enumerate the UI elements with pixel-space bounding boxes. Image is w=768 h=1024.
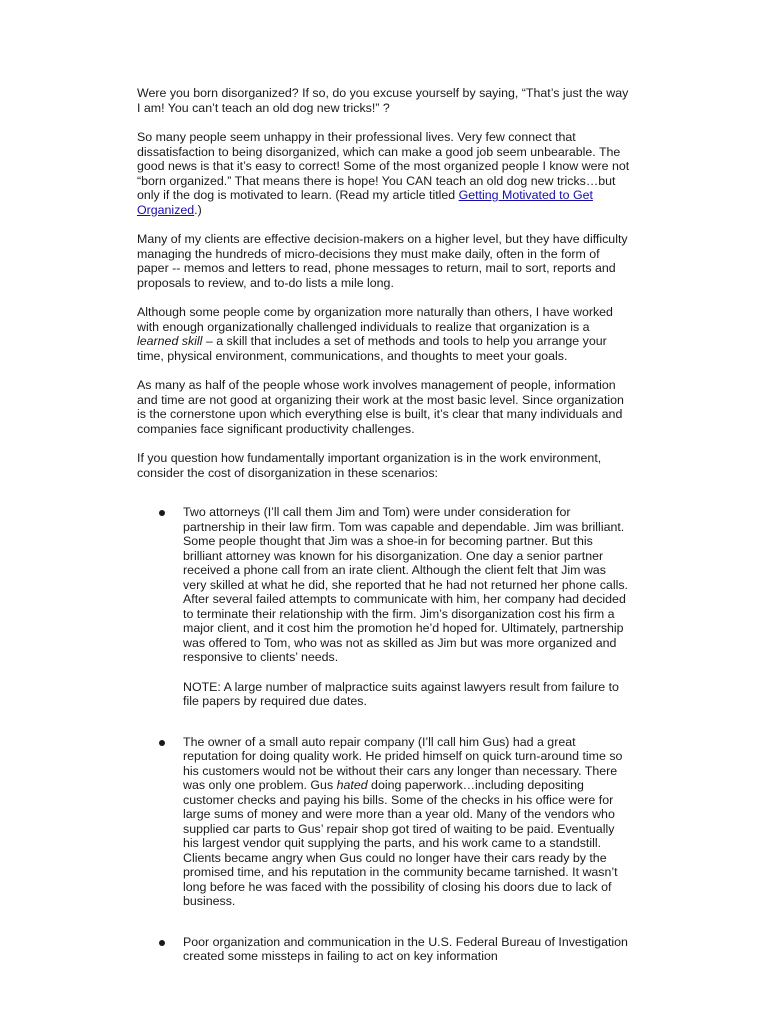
half-of-people-text: As many as half of the people whose work involves management of people, information and time are not good at organizing their work at the most basic level. Since organization is the cornerstone upon which everything else is built, it’s clear that many individuals and companies face significant productivity challenges. xyxy=(137,378,624,436)
learned-skill-emphasis: learned skill xyxy=(137,334,203,348)
malpractice-note: NOTE: A large number of malpractice suits against lawyers result from failure to file papers by required due dates. xyxy=(183,679,619,708)
bullet-icon xyxy=(159,940,165,946)
bullet-icon xyxy=(159,510,165,516)
auto-repair-text: The owner of a small auto repair company (I’ll call him Gus) had a great reputation for doing quality work. He prided himself on quick turn-around time so his customers would not be without their cars any longer than necessary. There was only one problem. Gus xyxy=(183,734,623,792)
auto-repair-text-end: doing paperwork…including depositing customer checks and paying his bills. Some of the checks in his office were for large sums of money and were more than a year old. Many of the vendors who supplied car parts to Gus’ repair shop got tired of waiting to be paid. Eventually his largest vendor quit supplying the parts, and his work came to a standstill. Clients became angry when Gus could no longer have their cars ready by the promised time, and his reputation in the community became tarnished. It wasn’t long before he was faced with the possibility of closing his doors due to lack of business. xyxy=(183,778,618,908)
scenarios-intro-text: If you question how fundamentally important organization is in the work environment, consider the cost of disorganization in these scenarios: xyxy=(137,451,602,480)
auto-repair-scenario xyxy=(183,735,632,909)
bullet-icon xyxy=(159,740,165,746)
getting-motivated-link[interactable]: Getting Motivated to Get Organized xyxy=(137,188,593,217)
learned-skill-text-end: – a skill that includes a set of methods and tools to help you arrange your time, physical environment, communications, and thoughts to meet your goals. xyxy=(137,334,607,363)
clients-text: Many of my clients are effective decision-makers on a higher level, but they have difficulty managing the hundreds of micro-decisions they must make daily, often in the form of paper -- memos and letters to read, phone messages to return, mail to sort, reports and proposals to review, and to-do lists a mile long. xyxy=(137,232,628,290)
list-item-fbi xyxy=(137,935,632,964)
intro-text: Were you born disorganized? If so, do you excuse yourself by saying, “That’s just the way I am! You can’t teach an old dog new tricks!” ? xyxy=(137,86,629,115)
scenarios-intro-paragraph xyxy=(137,451,632,480)
unhappy-text: So many people seem unhappy in their professional lives. Very few connect that dissatisfaction to being disorganized, which can make a good job seem unbearable. The good news is that it’s easy to correct! Some of the most organized people I know were not “born organized.” That means there is hope! You CAN teach an old dog new tricks…but only if the dog is motivated to learn. (Read my article titled xyxy=(137,130,630,202)
hated-emphasis: hated xyxy=(336,778,368,792)
fbi-scenario-text: Poor organization and communication in the U.S. Federal Bureau of Investigation created some missteps in failing to act on key information xyxy=(183,934,628,963)
document-body xyxy=(137,86,632,979)
clients-paragraph xyxy=(137,232,632,290)
learned-skill-text: Although some people come by organization more naturally than others, I have worked with enough organizationally challenged individuals to realize that organization is a xyxy=(137,305,613,334)
half-of-people-paragraph xyxy=(137,378,632,436)
unhappy-paragraph xyxy=(137,130,632,217)
list-item-auto-repair xyxy=(137,735,632,909)
learned-skill-paragraph xyxy=(137,305,632,363)
unhappy-text-end: .) xyxy=(194,202,202,217)
list-item-attorneys xyxy=(137,505,632,709)
intro-paragraph xyxy=(137,86,632,115)
attorneys-scenario-text: Two attorneys (I’ll call them Jim and Tom) were under consideration for partnership in their law firm. Tom was capable and dependable. Jim was brilliant. Some people thought that Jim was a shoe-in for becoming partner. But this brilliant attorney was known for his disorganization. One day a senior partner received a phone call from an irate client. Although the client felt that Jim was very skilled at what he did, she reported that he had not returned her phone calls. After several failed attempts to communicate with him, her company had decided to terminate their relationship with the firm. Jim’s disorganization cost his firm a major client, and it cost him the promotion he’d hoped for. Ultimately, partnership was offered to Tom, who was not as skilled as Jim but was more organized and responsive to clients’ needs. xyxy=(183,505,628,664)
scenario-list xyxy=(137,505,632,964)
